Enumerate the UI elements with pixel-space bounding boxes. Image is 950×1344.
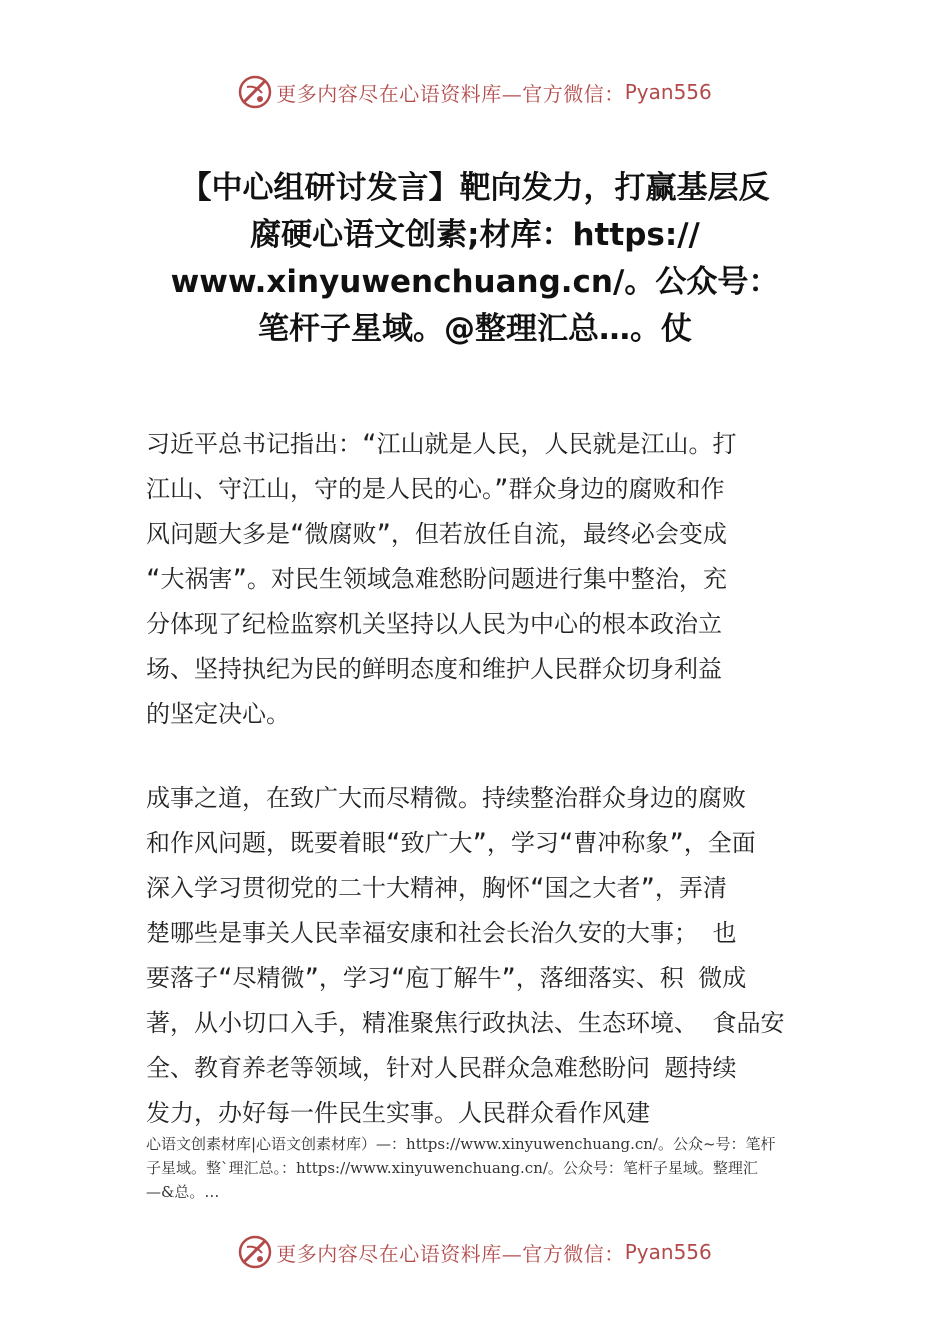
paragraph-line: 和作风问题，既要着眼“致广大”，学习“曹冲称象”，全面 xyxy=(146,829,756,857)
paragraph-line: “大祸害”。对民生领域急难愁盼问题进行集中整治，充 xyxy=(146,565,727,593)
paragraph-line: 成事之道，在致广大而尽精微。持续整治群众身边的腐败 xyxy=(146,784,746,812)
paragraph-line: 场、坚持执纪为民的鲜明态度和维护人民群众切身利益 xyxy=(146,655,722,683)
footnote-line: 子星域。整`理汇总。：https://www.xinyuwenchuang.cn/。公众号：笔杆子星域。整理汇 xyxy=(146,1159,758,1177)
document-title xyxy=(110,165,840,353)
paragraph-line: 要落子“尽精微”，学习“庖丁解牛”，落细落实、积 微成 xyxy=(146,964,747,992)
title-line: www.xinyuwenchuang.cn/。公众号： xyxy=(170,264,780,300)
header-banner xyxy=(0,72,950,112)
body-paragraph-2 xyxy=(146,776,836,1136)
body-paragraph-1 xyxy=(146,422,836,737)
footnote-source-text xyxy=(146,1132,846,1204)
paragraph-line: 深入学习贯彻党的二十大精神，胸怀“国之大者”，弄清 xyxy=(146,874,727,902)
paragraph-line: 的坚定决心。 xyxy=(146,700,290,728)
footer-banner-handle: Pyan556 xyxy=(624,1240,712,1264)
footnote-line: 心语文创素材库|心语文创素材库）—：https://www.xinyuwenchuang.cn/。公众~号：笔杆 xyxy=(146,1135,776,1153)
paragraph-line: 习近平总书记指出：“江山就是人民，人民就是江山。打 xyxy=(146,430,737,458)
paragraph-line: 著，从小切口入手，精准聚焦行政执法、生态环境、 食品安 xyxy=(146,1009,785,1037)
paragraph-line: 发力，办好每一件民生实事。人民群众看作风建 xyxy=(146,1099,650,1127)
title-line: 笔杆子星域。@整理汇总…。仗 xyxy=(258,311,692,347)
paragraph-line: 风问题大多是“微腐败”，但若放任自流，最终必会变成 xyxy=(146,520,727,548)
title-line: 【中心组研讨发言】靶向发力，打赢基层反 xyxy=(180,170,770,206)
footer-banner-text: 更多内容尽在心语资料库—官方微信： xyxy=(276,1241,625,1266)
paragraph-line: 分体现了纪检监察机关坚持以人民为中心的根本政治立 xyxy=(146,610,722,638)
title-line: 腐硬心语文创素;材库：https:// xyxy=(250,217,700,253)
paragraph-line: 全、教育养老等领域，针对人民群众急难愁盼问 题持续 xyxy=(146,1054,737,1082)
footer-banner xyxy=(0,1232,950,1272)
paragraph-line: 江山、守江山，守的是人民的心。”群众身边的腐败和作 xyxy=(146,475,725,503)
pen-seal-logo-icon xyxy=(238,75,272,109)
paragraph-line: 楚哪些是事关人民幸福安康和社会长治久安的大事； 也 xyxy=(146,919,737,947)
header-banner-text: 更多内容尽在心语资料库—官方微信： xyxy=(276,81,625,106)
header-banner-handle: Pyan556 xyxy=(624,80,712,104)
pen-seal-logo-icon xyxy=(238,1235,272,1269)
footnote-line: —&总。… xyxy=(146,1183,220,1201)
